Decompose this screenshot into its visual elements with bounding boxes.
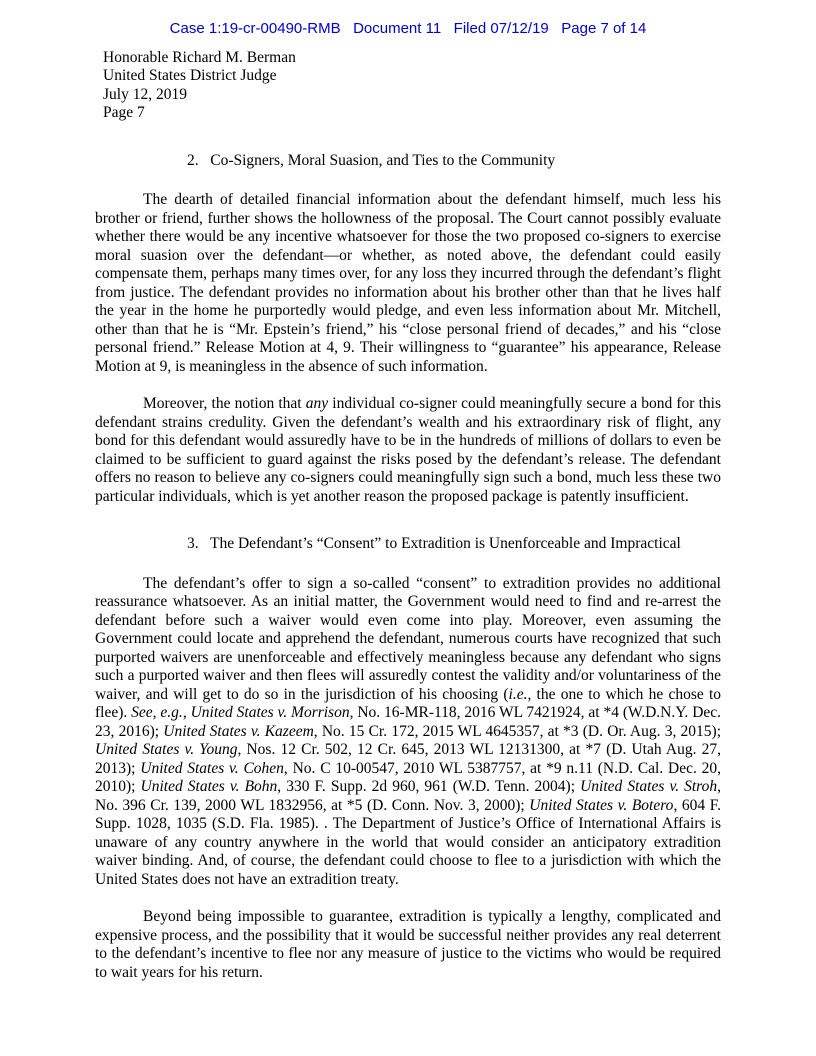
text-run: ,: [182, 704, 191, 721]
italic-text-run: United States v. Cohen: [140, 759, 284, 777]
text-run: , 604 F. Supp. 1028, 1035 (S.D. Fla. 1985). . The Department of Justice’s Office of International Affairs is unaware of any country anywhere in the world that would consider an anticipatory extradition waiver binding. And, of course, the defendant could choose to flee to a jurisdiction with which the United States does not have an extradition treaty.: [95, 796, 721, 888]
text-run: Moreover, the notion that: [143, 395, 306, 412]
paragraph: [95, 908, 721, 982]
italic-text-run: any: [305, 395, 329, 412]
italic-text-run: United States v. Kazeem: [163, 722, 314, 740]
paragraph: [95, 191, 721, 376]
document-body: [95, 152, 721, 983]
text-run: , No. 16-MR-118, 2016 WL 7421924, at *4 (W.D.N.Y. Dec. 23, 2016);: [95, 704, 722, 740]
text-run: individual co-signer could meaningfully secure a bond for this defendant strains credulity. Given the defendant’s wealth and his extraordinary risk of flight, any bond for this defendant would assuredly have to be in the hundreds of millions of dollars to even be claimed to be sufficient to guard against the risks posed by the defendant’s release. The defendant offers no reason to believe any co-signers could meaningfully sign such a bond, much less these two particular individuals, which is yet another reason the proposed package is patently insufficient.: [95, 395, 721, 505]
section-heading: 2. Co-Signers, Moral Suasion, and Ties to the Community: [187, 151, 556, 169]
text-run: , No. 15 Cr. 172, 2015 WL 4645357, at *3 (D. Or. Aug. 3, 2015);: [313, 722, 721, 740]
text-run: The dearth of detailed financial information about the defendant himself, much less his brother or friend, further shows the hollowness of the proposal. The Court cannot possibly evaluate whether there would be any incentive whatsoever for those the two proposed co-signers to exercise moral suasion over the defendant—or whether, as noted above, the defendant could easily compensate them, perhaps many times over, for any loss they incurred through the defendant’s flight from justice. The defendant provides no information about his brother other than that he lives half the year in the home he purportedly would pledge, and even less information about Mr. Mitchell, other than that he is “Mr. Epstein’s friend,” his “close personal friend of decades,” and his “close personal friend.” Release Motion at 4, 9. Their willingness to “guarantee” his appearance, Release Motion at 9, is meaningless in the absence of such information.: [95, 191, 721, 375]
text-run: , Nos. 12 Cr. 502, 12 Cr. 645, 2013 WL 12131300, at *7 (D. Utah Aug. 27, 2013);: [95, 741, 721, 777]
address-line: July 12, 2019: [103, 85, 187, 103]
text-run: The defendant’s offer to sign a so-called “consent” to extradition provides no additional reassurance whatsoever. As an initial matter, the Government would need to find and re-arrest the defendant before such a waiver would even come into play. Moreover, even assuming the Government could locate and apprehend the defendant, numerous courts have recognized that such purported waivers are unenforceable and effectively meaningless because any defendant who signs such a purported waiver and then flees will assuredly contest the validity and/or voluntariness of the waiver, and will get to do so in the jurisdiction of his choosing (: [95, 574, 721, 703]
paragraph: [95, 395, 721, 506]
text-run: , the one to which he chose to flee).: [95, 685, 721, 721]
text-run: , 330 F. Supp. 2d 960, 961 (W.D. Tenn. 2004);: [277, 778, 581, 795]
section-heading: 3. The Defendant’s “Consent” to Extradition is Unenforceable and Impractical: [187, 535, 681, 552]
italic-text-run: United States v. Botero: [529, 796, 674, 814]
italic-text-run: United States v. Morrison: [190, 704, 350, 721]
text-run: , No. 396 Cr. 139, 2000 WL 1832956, at *5 (D. Conn. Nov. 3, 2000);: [95, 778, 721, 814]
italic-text-run: United States v. Bohn: [140, 778, 278, 795]
italic-text-run: i.e.: [508, 685, 528, 703]
italic-text-run: United States v. Young: [95, 741, 238, 758]
text-run: Beyond being impossible to guarantee, extradition is typically a lengthy, complicated and expensive process, and the possibility that it would be successful neither provides any real deterrent to the defendant’s incentive to flee nor any measure of justice to the victims who would be required to wait years for his return.: [95, 908, 721, 981]
address-block: [103, 49, 721, 123]
italic-text-run: United States v. Stroh: [580, 778, 718, 795]
italic-text-run: See, e.g.: [131, 704, 183, 721]
text-run: , No. C 10-00547, 2010 WL 5387757, at *9 n.11 (N.D. Cal. Dec. 20, 2010);: [95, 759, 721, 795]
address-line: Honorable Richard M. Berman: [103, 48, 296, 66]
address-line: Page 7: [103, 104, 145, 121]
ecf-header-stamp: Case 1:19-cr-00490-RMB Document 11 Filed 07/12/19 Page 7 of 14: [169, 20, 647, 37]
paragraph: [95, 575, 721, 890]
address-line: United States District Judge: [103, 67, 277, 84]
